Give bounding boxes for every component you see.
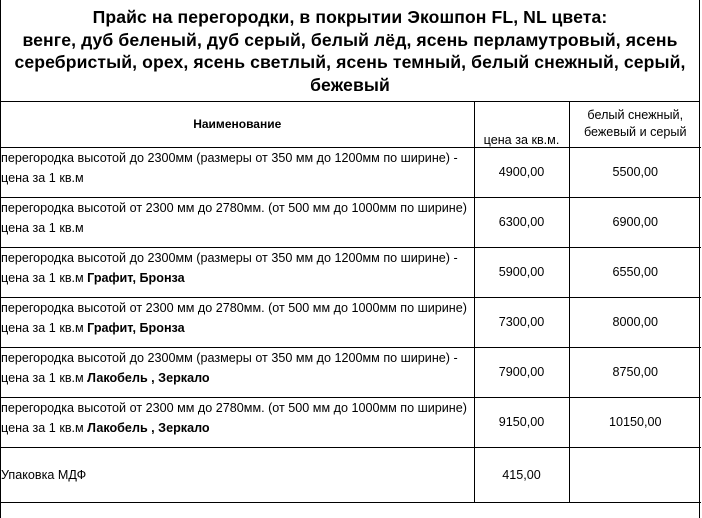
row-name: перегородка высотой от 2300 мм до 2780мм. (от 500 мм до 1000мм по ширине) цена за 1 кв.м: [1, 300, 467, 335]
table-row: [1, 147, 701, 197]
row-name-cell: [1, 297, 474, 347]
row-price-special: 8000,00: [569, 297, 701, 347]
row-price: 7300,00: [474, 297, 569, 347]
table-header-row: [1, 102, 701, 147]
price-list-title: [1, 0, 699, 102]
row-price: 6300,00: [474, 197, 569, 247]
row-name-cell: [1, 347, 474, 397]
row-name-bold: Лакобель , Зеркало: [87, 370, 210, 385]
price-table: [1, 102, 701, 503]
row-name: перегородка высотой до 2300мм (размеры от 350 мм до 1200мм по ширине) - цена за 1 кв.м: [1, 150, 458, 185]
table-row: [1, 247, 701, 297]
row-name-cell: [1, 397, 474, 447]
row-name: перегородка высотой до 2300мм (размеры от 350 мм до 1200мм по ширине) - цена за 1 кв.м: [1, 250, 458, 285]
row-name: перегородка высотой от 2300 мм до 2780мм. (от 500 мм до 1000мм по ширине) цена за 1 кв.м: [1, 400, 467, 435]
row-price: 5900,00: [474, 247, 569, 297]
row-price: 9150,00: [474, 397, 569, 447]
table-row: [1, 197, 701, 247]
row-name: перегородка высотой от 2300 мм до 2780мм. (от 500 мм до 1000мм по ширине) цена за 1 кв.м: [1, 200, 467, 235]
row-name-bold: Лакобель , Зеркало: [87, 420, 210, 435]
table-row: [1, 297, 701, 347]
row-name-cell: [1, 447, 474, 502]
row-name: перегородка высотой до 2300мм (размеры от 350 мм до 1200мм по ширине) - цена за 1 кв.м: [1, 350, 458, 385]
row-price-special: 6550,00: [569, 247, 701, 297]
row-price-special: 10150,00: [569, 397, 701, 447]
row-name-bold: Графит, Бронза: [87, 270, 185, 285]
row-name: Упаковка МДФ: [1, 467, 87, 482]
header-price: цена за кв.м.: [474, 102, 569, 147]
row-name-cell: [1, 197, 474, 247]
row-name-cell: [1, 247, 474, 297]
row-price: 7900,00: [474, 347, 569, 397]
row-price-special: 5500,00: [569, 147, 701, 197]
row-name-cell: [1, 147, 474, 197]
header-name: Наименование: [1, 102, 474, 147]
row-price-special: 8750,00: [569, 347, 701, 397]
header-price-special: белый снежный, бежевый и серый: [569, 102, 701, 147]
row-price: 415,00: [474, 447, 569, 502]
row-name-bold: Графит, Бронза: [87, 320, 185, 335]
table-row: [1, 397, 701, 447]
table-row: [1, 347, 701, 397]
row-price-special: 6900,00: [569, 197, 701, 247]
table-row: [1, 447, 701, 502]
row-price-special: [569, 447, 701, 502]
row-price: 4900,00: [474, 147, 569, 197]
title-line-1: Прайс на перегородки, в покрытии Экошпон FL, NL цвета:: [92, 7, 608, 27]
title-line-2: венге, дуб беленый, дуб серый, белый лёд, ясень перламутровый, ясень серебристый, орех, ясень светлый, ясень темный, белый снежный, серый, бежевый: [14, 29, 686, 95]
